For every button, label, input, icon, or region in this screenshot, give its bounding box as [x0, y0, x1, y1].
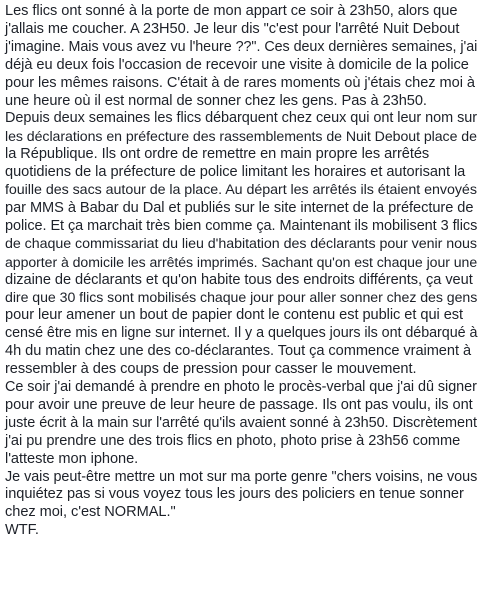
text-line: par MMS à Babar du Dal et publiés sur le site internet de la préfecture de [5, 199, 474, 216]
post-text [5, 3, 479, 540]
text-line: police. Et ça marchait très bien comme ça. Maintenant ils mobilisent 3 flics [5, 217, 478, 234]
text-line: une heure où il est normal de sonner chez les gens. Pas à 23h50. [5, 92, 427, 109]
text-line: inquiétez pas si vous voyez tous les jours des policiers en tenue sonner [5, 486, 464, 503]
text-line: chez moi, c'est NORMAL." [5, 504, 176, 521]
text-line: 4h du matin chez une des co-déclarantes. Tout ça commence vraiment à [5, 343, 472, 360]
text-line: Ce soir j'ai demandé à prendre en photo le procès-verbal que j'ai dû signer [5, 379, 477, 396]
text-line: pour avoir une preuve de leur heure de passage. Ils ont pas voulu, ils ont [5, 396, 473, 413]
text-line: juste écrit à la main sur l'arrêté qu'ils avaient sonné à 23h50. Discrètement [5, 414, 477, 431]
text-line: les déclarations en préfecture des rassemblements de Nuit Debout place de [5, 128, 477, 145]
text-line: quotidiens de la préfecture de police limitant les horaires et autorisant la [5, 164, 466, 181]
text-line: dizaine de déclarants et qu'on habite tous des endroits différents, ça veut [5, 271, 473, 288]
text-line: apporter à domicile les arrêtés imprimés. Sachant qu'on est chaque jour une [5, 253, 478, 270]
text-line: fouille des sacs autour de la place. Au départ les arrêtés ils étaient envoyés [5, 182, 477, 199]
text-line: Les flics ont sonné à la porte de mon appart ce soir à 23h50, alors que [5, 3, 458, 19]
text-line: pour leur amener un bout de papier dont le contenu est public et qui est [5, 307, 464, 324]
text-line: j'ai pu prendre une des trois flics en photo, photo prise à 23h56 comme [5, 432, 461, 449]
text-line: j'allais me coucher. A 23H50. Je leur dis "c'est pour l'arrêté Nuit Debout [5, 20, 460, 37]
text-line: pour les mêmes raisons. C'était à de rares moments où j'étais chez moi à [5, 74, 475, 91]
text-line: la République. Ils ont ordre de remettre en main propre les arrêtés [5, 146, 430, 163]
text-line: de chaque commissariat du lieu d'habitation des déclarants pour venir nous [5, 235, 477, 252]
text-line: WTF. [5, 522, 39, 539]
text-line: l'atteste mon iphone. [5, 450, 139, 467]
text-line: censé être mis en ligne sur internet. Il y a quelques jours ils ont débarqué à [5, 325, 478, 342]
text-line: ressembler à des coups de pression pour casser le mouvement. [5, 361, 417, 378]
text-line: Je vais peut-être mettre un mot sur ma porte genre "chers voisins, ne vous [5, 468, 478, 485]
text-line: dire que 30 flics sont mobilisés chaque jour pour aller sonner chez des gens [5, 289, 478, 306]
text-line: Depuis deux semaines les flics débarquent chez ceux qui ont leur nom sur [5, 110, 478, 127]
text-line: déjà eu deux fois l'occasion de recevoir une visite à domicile de la police [5, 56, 469, 73]
text-line: j'imagine. Mais vous avez vu l'heure ??". Ces deux dernières semaines, j'ai [5, 38, 478, 55]
